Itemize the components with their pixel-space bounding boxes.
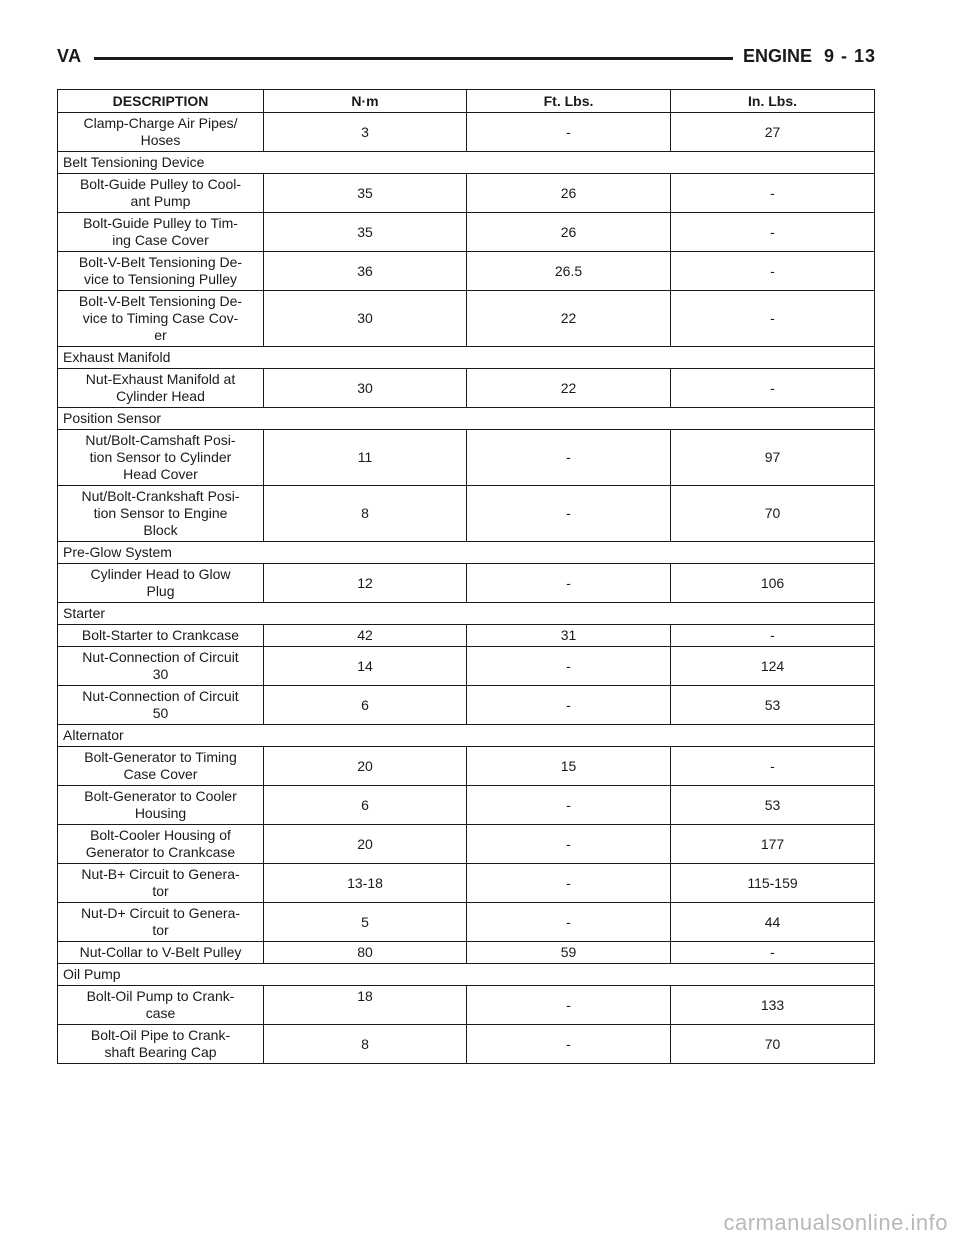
cell-inlbs: 27	[671, 113, 875, 152]
cell-ftlbs: 22	[467, 291, 671, 347]
cell-nm: 12	[264, 564, 467, 603]
cell-description: Bolt-V-Belt Tensioning De- vice to Timing Case Cov- er	[58, 291, 264, 347]
cell-inlbs: 70	[671, 1025, 875, 1064]
cell-inlbs: 44	[671, 903, 875, 942]
table-row	[58, 986, 875, 1025]
table-row	[58, 903, 875, 942]
section-heading: Oil Pump	[58, 964, 875, 986]
section-row	[58, 408, 875, 430]
cell-nm: 35	[264, 174, 467, 213]
cell-ftlbs: -	[467, 647, 671, 686]
cell-ftlbs: -	[467, 430, 671, 486]
cell-description: Bolt-Oil Pump to Crank- case	[58, 986, 264, 1025]
cell-nm: 30	[264, 291, 467, 347]
column-header-inlbs: In. Lbs.	[671, 90, 875, 113]
cell-nm: 18	[264, 986, 467, 1025]
cell-description: Cylinder Head to Glow Plug	[58, 564, 264, 603]
cell-inlbs: 133	[671, 986, 875, 1025]
cell-ftlbs: 15	[467, 747, 671, 786]
table-row	[58, 625, 875, 647]
cell-ftlbs: -	[467, 1025, 671, 1064]
cell-nm: 5	[264, 903, 467, 942]
section-row	[58, 347, 875, 369]
page-number: 9 - 13	[824, 46, 877, 66]
cell-nm: 3	[264, 113, 467, 152]
cell-nm: 13-18	[264, 864, 467, 903]
cell-inlbs: 124	[671, 647, 875, 686]
cell-description: Bolt-Guide Pulley to Cool- ant Pump	[58, 174, 264, 213]
cell-description: Nut-Collar to V-Belt Pulley	[58, 942, 264, 964]
cell-nm: 6	[264, 786, 467, 825]
cell-inlbs: -	[671, 625, 875, 647]
watermark: carmanualsonline.info	[723, 1210, 948, 1235]
cell-description: Nut-Exhaust Manifold at Cylinder Head	[58, 369, 264, 408]
table-row	[58, 430, 875, 486]
cell-nm: 8	[264, 1025, 467, 1064]
table-row	[58, 113, 875, 152]
header-title	[743, 46, 876, 67]
header-section-code: VA	[57, 46, 82, 66]
torque-spec-table	[57, 89, 875, 1064]
cell-inlbs: 53	[671, 686, 875, 725]
cell-description: Bolt-Oil Pipe to Crank- shaft Bearing Cap	[58, 1025, 264, 1064]
table-row	[58, 825, 875, 864]
table-row	[58, 174, 875, 213]
section-heading: Exhaust Manifold	[58, 347, 875, 369]
cell-nm: 80	[264, 942, 467, 964]
cell-ftlbs: 26	[467, 174, 671, 213]
header-section-name: ENGINE	[743, 46, 813, 66]
table-row	[58, 864, 875, 903]
cell-ftlbs: -	[467, 986, 671, 1025]
table-row	[58, 291, 875, 347]
cell-ftlbs: -	[467, 786, 671, 825]
cell-description: Nut-D+ Circuit to Genera- tor	[58, 903, 264, 942]
cell-nm: 20	[264, 825, 467, 864]
cell-ftlbs: 31	[467, 625, 671, 647]
cell-nm: 14	[264, 647, 467, 686]
cell-nm: 30	[264, 369, 467, 408]
table-row	[58, 686, 875, 725]
cell-description: Clamp-Charge Air Pipes/ Hoses	[58, 113, 264, 152]
cell-description: Nut/Bolt-Crankshaft Posi- tion Sensor to Engine Block	[58, 486, 264, 542]
cell-nm: 35	[264, 213, 467, 252]
table-row	[58, 486, 875, 542]
section-row	[58, 152, 875, 174]
cell-inlbs: 70	[671, 486, 875, 542]
column-header-description: DESCRIPTION	[58, 90, 264, 113]
cell-nm: 20	[264, 747, 467, 786]
cell-ftlbs: -	[467, 825, 671, 864]
cell-description: Bolt-Cooler Housing of Generator to Crankcase	[58, 825, 264, 864]
cell-nm: 36	[264, 252, 467, 291]
cell-description: Nut-B+ Circuit to Genera- tor	[58, 864, 264, 903]
cell-inlbs: -	[671, 369, 875, 408]
section-heading: Belt Tensioning Device	[58, 152, 875, 174]
table-body	[58, 113, 875, 1064]
header-rule	[94, 57, 733, 60]
section-heading: Pre-Glow System	[58, 542, 875, 564]
cell-ftlbs: -	[467, 486, 671, 542]
cell-nm: 6	[264, 686, 467, 725]
cell-inlbs: 97	[671, 430, 875, 486]
cell-ftlbs: -	[467, 686, 671, 725]
cell-ftlbs: 26.5	[467, 252, 671, 291]
cell-nm: 8	[264, 486, 467, 542]
cell-description: Bolt-Generator to Cooler Housing	[58, 786, 264, 825]
section-heading: Alternator	[58, 725, 875, 747]
table-row	[58, 213, 875, 252]
section-row	[58, 603, 875, 625]
cell-description: Bolt-V-Belt Tensioning De- vice to Tensioning Pulley	[58, 252, 264, 291]
cell-ftlbs: 59	[467, 942, 671, 964]
cell-inlbs: -	[671, 942, 875, 964]
table-row	[58, 786, 875, 825]
table-header-row	[58, 90, 875, 113]
column-header-ftlbs: Ft. Lbs.	[467, 90, 671, 113]
cell-inlbs: 115-159	[671, 864, 875, 903]
cell-description: Nut-Connection of Circuit 30	[58, 647, 264, 686]
cell-inlbs: -	[671, 252, 875, 291]
table-row	[58, 564, 875, 603]
cell-description: Bolt-Starter to Crankcase	[58, 625, 264, 647]
cell-inlbs: -	[671, 213, 875, 252]
table-row	[58, 747, 875, 786]
table-row	[58, 942, 875, 964]
cell-inlbs: -	[671, 291, 875, 347]
cell-description: Bolt-Generator to Timing Case Cover	[58, 747, 264, 786]
cell-inlbs: -	[671, 174, 875, 213]
section-heading: Starter	[58, 603, 875, 625]
column-header-nm: N·m	[264, 90, 467, 113]
cell-ftlbs: 26	[467, 213, 671, 252]
cell-inlbs: 106	[671, 564, 875, 603]
table-row	[58, 1025, 875, 1064]
cell-nm: 11	[264, 430, 467, 486]
cell-inlbs: 53	[671, 786, 875, 825]
section-heading: Position Sensor	[58, 408, 875, 430]
cell-ftlbs: 22	[467, 369, 671, 408]
table-row	[58, 369, 875, 408]
table-row	[58, 252, 875, 291]
cell-description: Bolt-Guide Pulley to Tim- ing Case Cover	[58, 213, 264, 252]
cell-nm: 42	[264, 625, 467, 647]
section-row	[58, 725, 875, 747]
table-row	[58, 647, 875, 686]
cell-ftlbs: -	[467, 903, 671, 942]
cell-ftlbs: -	[467, 564, 671, 603]
cell-inlbs: -	[671, 747, 875, 786]
cell-description: Nut/Bolt-Camshaft Posi- tion Sensor to Cylinder Head Cover	[58, 430, 264, 486]
section-row	[58, 964, 875, 986]
cell-description: Nut-Connection of Circuit 50	[58, 686, 264, 725]
section-row	[58, 542, 875, 564]
cell-inlbs: 177	[671, 825, 875, 864]
cell-ftlbs: -	[467, 864, 671, 903]
cell-ftlbs: -	[467, 113, 671, 152]
